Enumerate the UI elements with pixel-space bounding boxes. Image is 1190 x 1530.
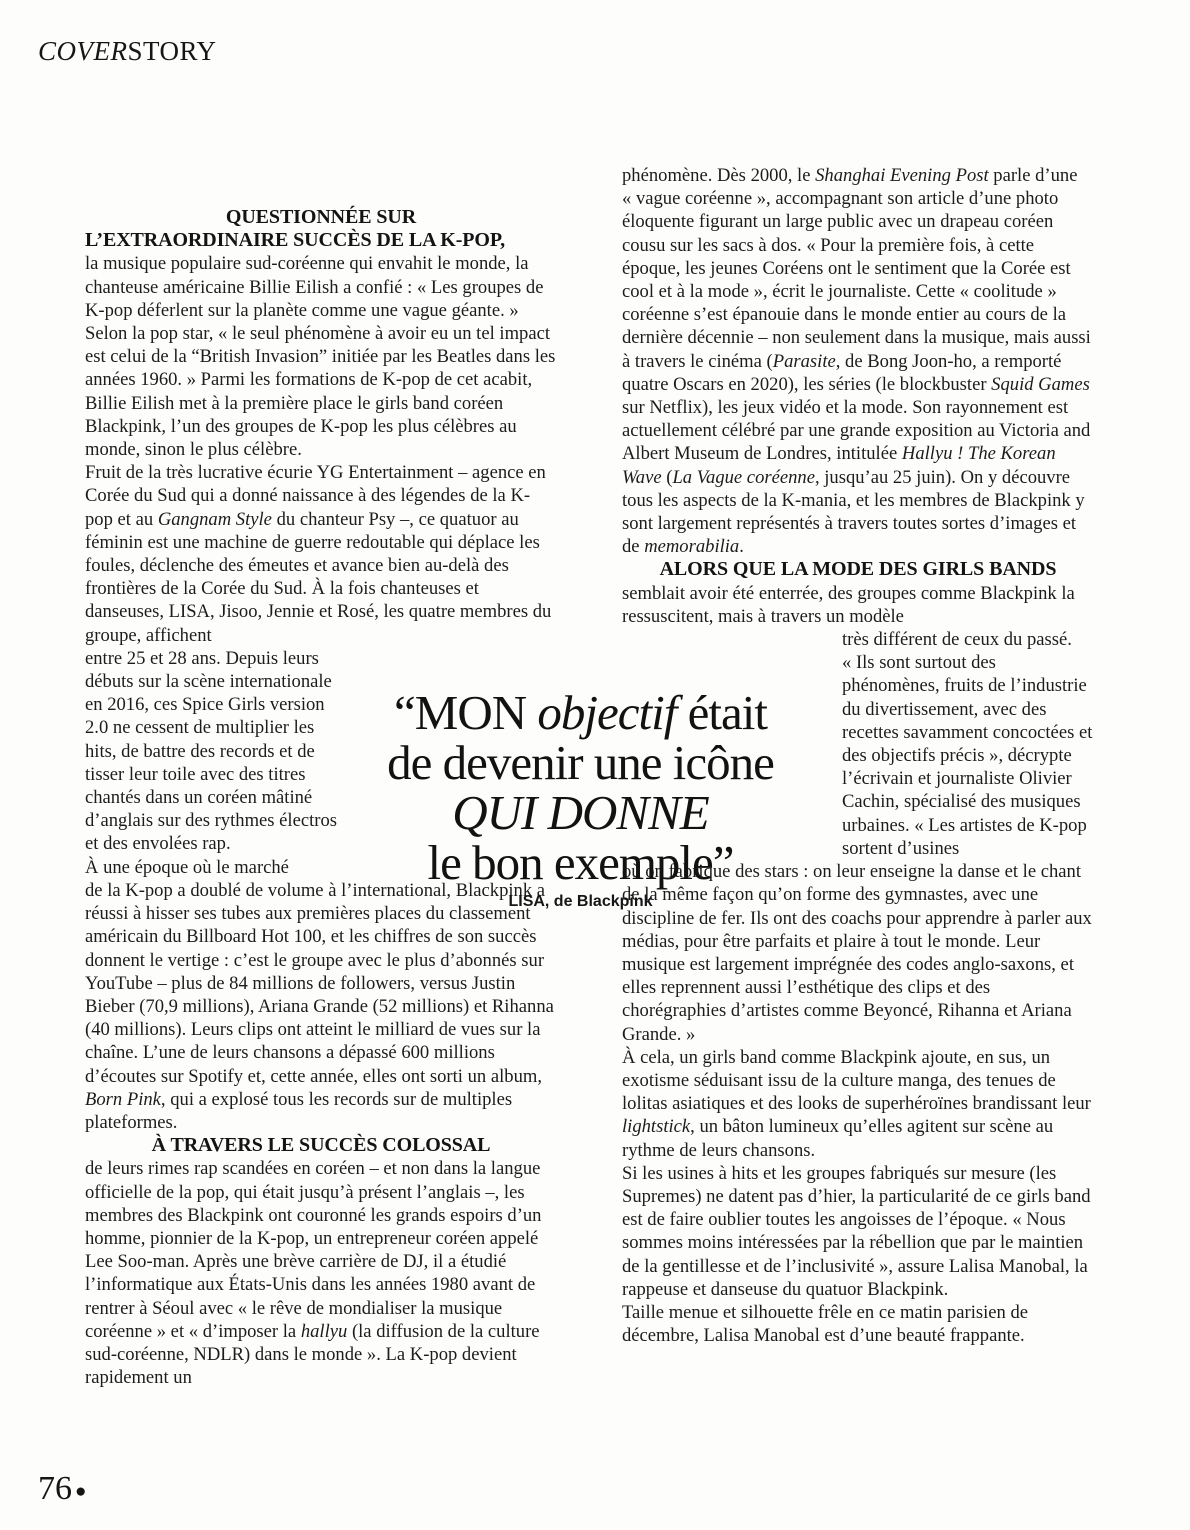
body-paragraph: de la K-pop a doublé de volume à l’international, Blackpink a réussi à hisser ses tubes aux premières places du classement américain du Billboard Hot 100, et les chiffres de son succès donnent le vertige : c’est le groupe avec le plus d’abonnés sur YouTube – plus de 84 millions de followers, versus Justin Bieber (70,9 millions), Ariana Grande (52 millions) et Rihanna (40 millions). Leurs clips ont atteint le milliard de vues sur la chaîne. L’une de leurs chansons a dépassé 600 millions d’écoutes sur Spotify et, cette année, elles ont sorti un album, Born Pink, qui a explosé tous les records sur de multiples plateformes.: [85, 879, 554, 1133]
body-paragraph: Si les usines à hits et les groupes fabriqués sur mesure (les Supremes) ne datent pas d’hier, la particularité de ce girls band est de faire oublier toutes les angoisses de l’époque. « Nous sommes moins intéressées par la rébellion que par le maintien de la gentillesse et de l’inclusivité », assure Lalisa Manobal, la rappeuse et danseuse du quatuor Blackpink.: [622, 1162, 1091, 1300]
wrap-text-block-left: [85, 647, 343, 879]
pull-quote-line-3: QUI DONNE: [452, 785, 709, 840]
body-paragraph: où on fabrique des stars : on leur enseigne la danse et le chant de la même façon qu’on forme des gymnastes, avec une discipline de fer. Ils ont des coachs pour apprendre à parler aux médias, pour être parfaits et plaire à tout le monde. Leur musique est largement imprégnée des codes anglo-saxons, et elles reprennent aussi l’esthétique des clips et des chorégraphies d’artistes comme Beyoncé, Rihanna et Ariana Grande. »: [622, 861, 1092, 1045]
section-heading-a-travers: À TRAVERS LE SUCCÈS COLOSSAL: [151, 1134, 491, 1157]
body-paragraph: Taille menue et silhouette frêle en ce matin parisien de décembre, Lalisa Manobal est d’une beauté frappante.: [622, 1301, 1029, 1347]
body-paragraph: À cela, un girls band comme Blackpink ajoute, en sus, un exotisme séduisant issu de la culture manga, des tenues de lolitas asiatiques et des looks de superhéroïnes brandissant leur lightstick, un bâton lumineux qu’elles agitent sur scène au rythme de leurs chansons.: [622, 1046, 1091, 1161]
body-paragraph: phénomène. Dès 2000, le Shanghai Evening Post parle d’une « vague coréenne », accompagnant son article d’une photo éloquente figurant un large public avec un drapeau coréen cousu sur les sacs à dos. « Pour la première fois, à cette époque, les jeunes Coréens ont le sentiment que la Corée est cool et à la mode », écrit le journaliste. Cette « coolitude » coréenne s’est épanouie dans le monde entier au cours de la dernière décennie – non seulement dans la musique, mais aussi à travers le cinéma (Parasite, de Bong Joon-ho, a remporté quatre Oscars en 2020), les séries (le blockbuster Squid Games sur Netflix), les jeux vidéo et la mode. Son rayonnement est actuellement célébré par une grande exposition au Victoria and Albert Museum de Londres, intitulée Hallyu ! The Korean Wave (La Vague coréenne, jusqu’au 25 juin). On y découvre tous les aspects de la K-mania, et les membres de Blackpink y sont largement représentés à travers toutes sortes d’images et de memorabilia.: [622, 165, 1091, 558]
masthead-cover: COVER: [38, 36, 128, 66]
wrap-paragraph: À une époque où le marché: [85, 856, 289, 878]
masthead-story: STORY: [127, 36, 217, 66]
body-paragraph: de leurs rimes rap scandées en coréen – et non dans la langue officielle de la pop, qui était jusqu’à présent l’anglais –, les membres des Blackpink ont couronné les grands espoirs d’un homme, pionnier de la K-pop, un entrepreneur coréen appelé Lee Soo-man. Après une brève carrière de DJ, il a étudié l’informatique aux États-Unis dans les années 1980 avant de rentrer à Séoul avec « le rêve de mondialiser la musique coréenne » et « d’imposer la hallyu (la diffusion de la culture sud-coréenne, NDLR) dans le monde ». La K-pop devient rapidement un: [85, 1158, 542, 1389]
wrap-text-block-right: [842, 628, 1094, 860]
wrap-paragraph: très différent de ceux du passé. « Ils sont surtout des phénomènes, fruits de l’industrie du divertissement, avec des recettes savamment concoctées et des objectifs précis », décrypte l’écrivain et journaliste Olivier Cachin, spécialisé des musiques urbaines. « Les artistes de K-pop sortent d’usines: [842, 629, 1093, 859]
section-heading-alors-que: ALORS QUE LA MODE DES GIRLS BANDS: [659, 558, 1057, 581]
pull-quote-line-4: le bon exemple”: [427, 835, 734, 890]
masthead: [38, 36, 217, 67]
pull-quote-line-1: “MON objectif était: [394, 685, 767, 740]
section-heading-questionnee-line2: L’EXTRAORDINAIRE SUCCÈS DE LA K-POP,: [85, 229, 506, 252]
section-heading-questionnee-line1: QUESTIONNÉE SUR: [225, 206, 417, 228]
pull-quote-line-2: de devenir une icône: [387, 735, 774, 790]
page-number: 76: [38, 1470, 72, 1507]
body-paragraph: la musique populaire sud-coréenne qui envahit le monde, la chanteuse américaine Billie Eilish a confié : « Les groupes de K-pop déferlent sur la planète comme une vague géante. » Selon la pop star, « le seul phénomène à avoir eu un tel impact est celui de la “British Invasion” initiée par les Beatles dans les années 1960. » Parmi les formations de K-pop de cet acabit, Billie Eilish met à la première place le girls band coréen Blackpink, l’un des groupes de K-pop les plus célèbres au monde, sinon le plus célèbre.: [85, 253, 556, 461]
body-paragraph: semblait avoir été enterrée, des groupes comme Blackpink la ressuscitent, mais à travers un modèle: [622, 582, 1075, 627]
wrap-paragraph: entre 25 et 28 ans. Depuis leurs débuts sur la scène internationale en 2016, ces Spice Girls version 2.0 ne cessent de multiplier les hits, de battre des records et de tisser leur toile avec des titres chantés dans un coréen mâtiné d’anglais sur des rythmes électros et des envolées rap.: [85, 647, 337, 855]
page-footer: [38, 1470, 86, 1508]
body-paragraph: Fruit de la très lucrative écurie YG Entertainment – agence en Corée du Sud qui a donné naissance à des légendes de la K-pop et au Gangnam Style du chanteur Psy –, ce quatuor au féminin est une machine de guerre redoutable qui déplace les foules, déclenche des émeutes et avance bien au-delà des frontières de la Corée du Sud. À la fois chanteuses et danseuses, LISA, Jisoo, Jennie et Rosé, les quatre membres du groupe, affichent: [85, 462, 552, 646]
page-number-bullet: ●: [75, 1481, 87, 1502]
pull-quote-attribution: LISA, de Blackpink: [508, 893, 653, 910]
pull-quote: [328, 685, 833, 927]
